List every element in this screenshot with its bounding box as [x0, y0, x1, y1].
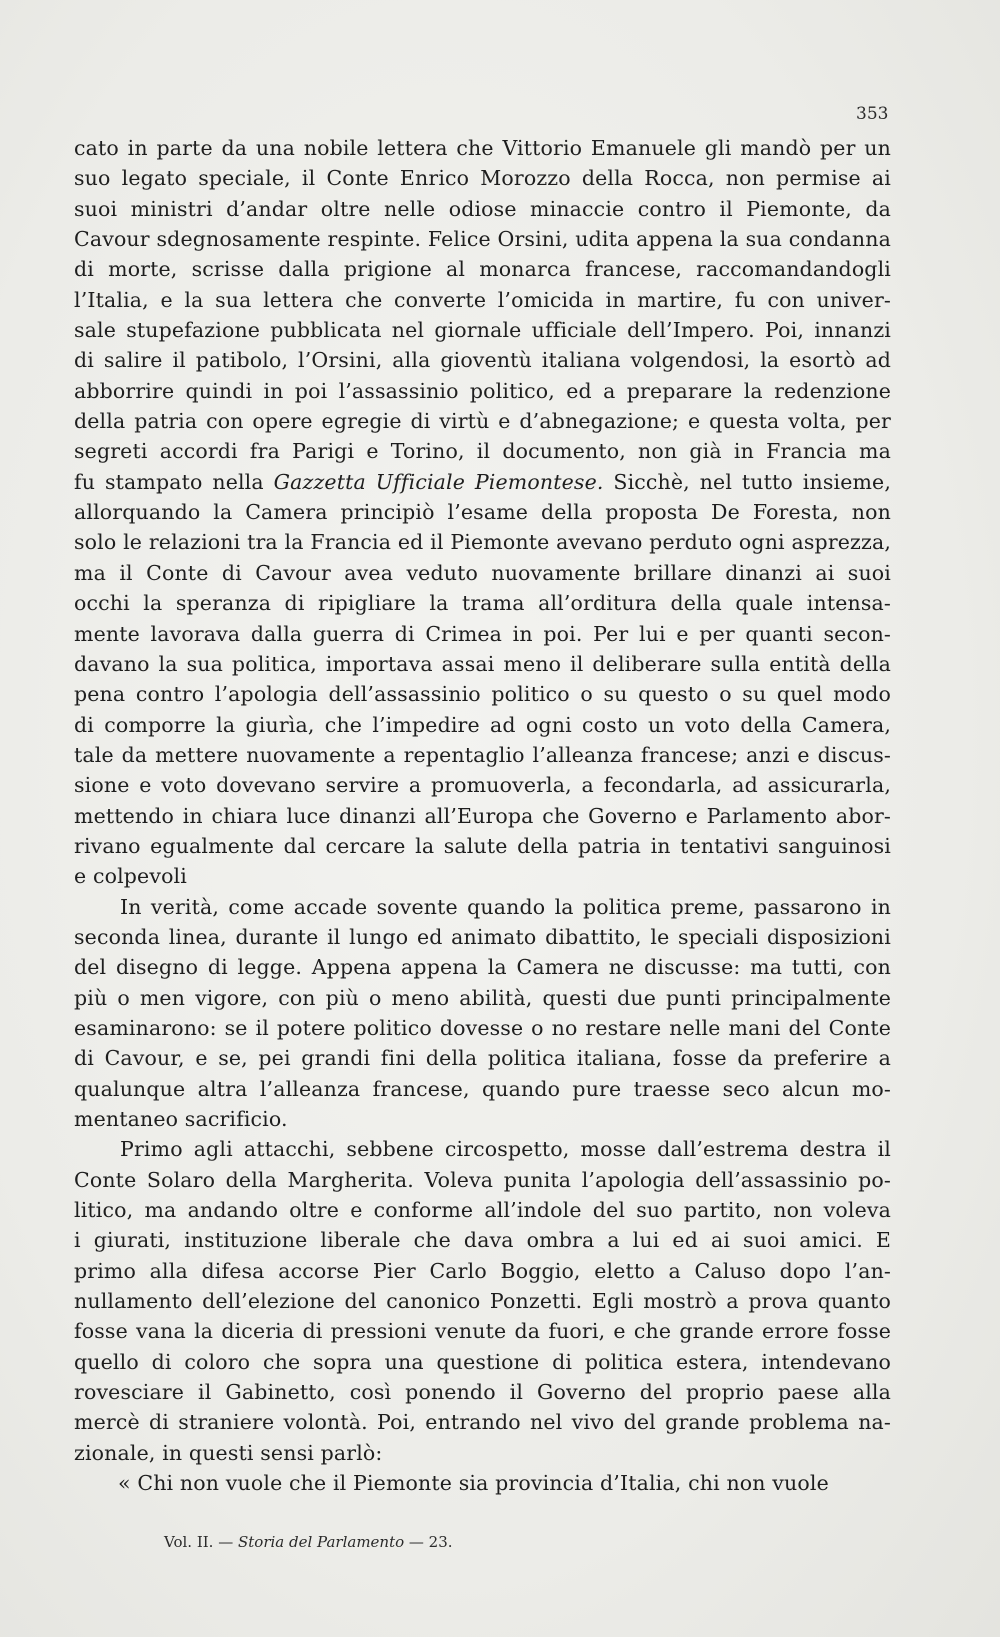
text-line: segreti accordi fra Parigi e Torino, il documento, non già in Francia ma — [74, 439, 891, 464]
text-line: rovesciare il Gabinetto, così ponendo il Governo del proprio paese alla — [74, 1380, 891, 1405]
text-line: cato in parte da una nobile lettera che Vittorio Emanuele gli mandò per un — [74, 136, 891, 160]
text-line: suoi ministri d’andar oltre nelle odiose minaccie contro il Piemonte, da — [74, 196, 891, 221]
body-text — [74, 133, 891, 1498]
text-line: primo alla difesa accorse Pier Carlo Boggio, eletto a Caluso dopo l’an- — [74, 1258, 891, 1283]
text-line: di morte, scrisse dalla prigione al monarca francese, raccomandandogli — [74, 257, 891, 282]
text-line: Cavour sdegnosamente respinte. Felice Orsini, udita appena la sua condanna — [74, 227, 891, 252]
text-line: zionale, in questi sensi parlò: — [74, 1440, 383, 1465]
text-line: « Chi non vuole che il Piemonte sia provincia d’Italia, chi non vuole — [118, 1471, 829, 1496]
text-segment: Sicchè, nel tutto insieme, — [603, 469, 892, 494]
text-line: abborrire quindi in poi l’assassinio politico, ed a preparare la redenzione — [74, 378, 891, 403]
text-line: rivano egualmente dal cercare la salute della patria in tentativi sanguinosi — [74, 833, 891, 858]
text-line: di salire il patibolo, l’Orsini, alla gioventù italiana volgendosi, la esortò ad — [74, 348, 891, 373]
text-line: In verità, come accade sovente quando la politica preme, passarono in — [120, 894, 891, 919]
footer-title: Storia del Parlamento — [237, 1533, 405, 1551]
text-line: ma il Conte di Cavour avea veduto nuovamente brillare dinanzi ai suoi — [74, 560, 891, 585]
text-line: Primo agli attacchi, sebbene circospetto, mosse dall’estrema destra il — [120, 1137, 891, 1162]
text-line: di Cavour, e se, pei grandi fini della politica italiana, fosse da preferire a — [74, 1046, 891, 1071]
text-line: l’Italia, e la sua lettera che converte l’omicida in martire, fu con univer- — [74, 287, 891, 312]
text-line: i giurati, instituzione liberale che dava ombra a lui ed ai suoi amici. E — [74, 1228, 891, 1253]
footer-volume: Vol. II. — — [164, 1533, 238, 1551]
text-line: occhi la speranza di ripigliare la trama all’orditura della quale intensa- — [74, 591, 891, 616]
text-line: litico, ma andando oltre e conforme all’indole del suo partito, non voleva — [74, 1198, 891, 1223]
text-segment: fu stampato nella — [74, 469, 274, 494]
text-line: mente lavorava dalla guerra di Crimea in poi. Per lui e per quanti secon- — [74, 621, 891, 646]
text-line: qualunque altra l’alleanza francese, quando pure traesse seco alcun mo- — [74, 1076, 891, 1101]
text-line: esaminarono: se il potere politico dovesse o no restare nelle mani del Conte — [74, 1015, 891, 1040]
text-line: pena contro l’apologia dell’assassinio politico o su questo o su quel modo — [74, 682, 891, 707]
page-number: 353 — [856, 104, 889, 124]
text-line: mettendo in chiara luce dinanzi all’Europa che Governo e Parlamento abor- — [74, 803, 891, 828]
text-line: nullamento dell’elezione del canonico Ponzetti. Egli mostrò a prova quanto — [74, 1289, 891, 1314]
page-footer — [164, 1533, 453, 1551]
text-line: sione e voto dovevano servire a promuoverla, a fecondarla, ad assicurarla, — [74, 773, 891, 798]
text-line: davano la sua politica, importava assai meno il deliberare sulla entità della — [74, 651, 891, 676]
text-line: della patria con opere egregie di virtù e d’abnegazione; e questa volta, per — [74, 409, 891, 434]
text-line: seconda linea, durante il lungo ed animato dibattito, le speciali disposizioni — [74, 924, 891, 949]
text-line: fosse vana la diceria di pressioni venute da fuori, e che grande errore fosse — [74, 1319, 891, 1344]
text-line — [74, 467, 891, 497]
footer-sheet: — 23. — [404, 1533, 453, 1551]
text-line: e colpevoli — [74, 864, 187, 889]
text-line: mercè di straniere volontà. Poi, entrando nel vivo del grande problema na- — [74, 1410, 891, 1435]
text-line: più o men vigore, con più o meno abilità, questi due punti principalmente — [74, 985, 891, 1010]
text-line: suo legato speciale, il Conte Enrico Morozzo della Rocca, non permise ai — [74, 166, 891, 191]
text-line: tale da mettere nuovamente a repentaglio l’alleanza francese; anzi e discus- — [74, 742, 891, 767]
text-line: solo le relazioni tra la Francia ed il Piemonte avevano perduto ogni asprezza, — [74, 530, 891, 555]
text-line: di comporre la giurìa, che l’impedire ad ogni costo un voto della Camera, — [74, 712, 891, 737]
text-line: mentaneo sacrificio. — [74, 1107, 288, 1131]
text-line: del disegno di legge. Appena appena la Camera ne discusse: ma tutti, con — [74, 955, 891, 980]
text-line: quello di coloro che sopra una questione di politica estera, intendevano — [74, 1349, 891, 1374]
text-line: allorquando la Camera principiò l’esame della proposta De Foresta, non — [74, 500, 891, 525]
text-line: Conte Solaro della Margherita. Voleva punita l’apologia dell’assassinio po- — [74, 1167, 891, 1192]
newspaper-title: Gazzetta Ufficiale Piemontese. — [273, 469, 604, 494]
text-line: sale stupefazione pubblicata nel giornale ufficiale dell’Impero. Poi, innanzi — [74, 318, 891, 343]
